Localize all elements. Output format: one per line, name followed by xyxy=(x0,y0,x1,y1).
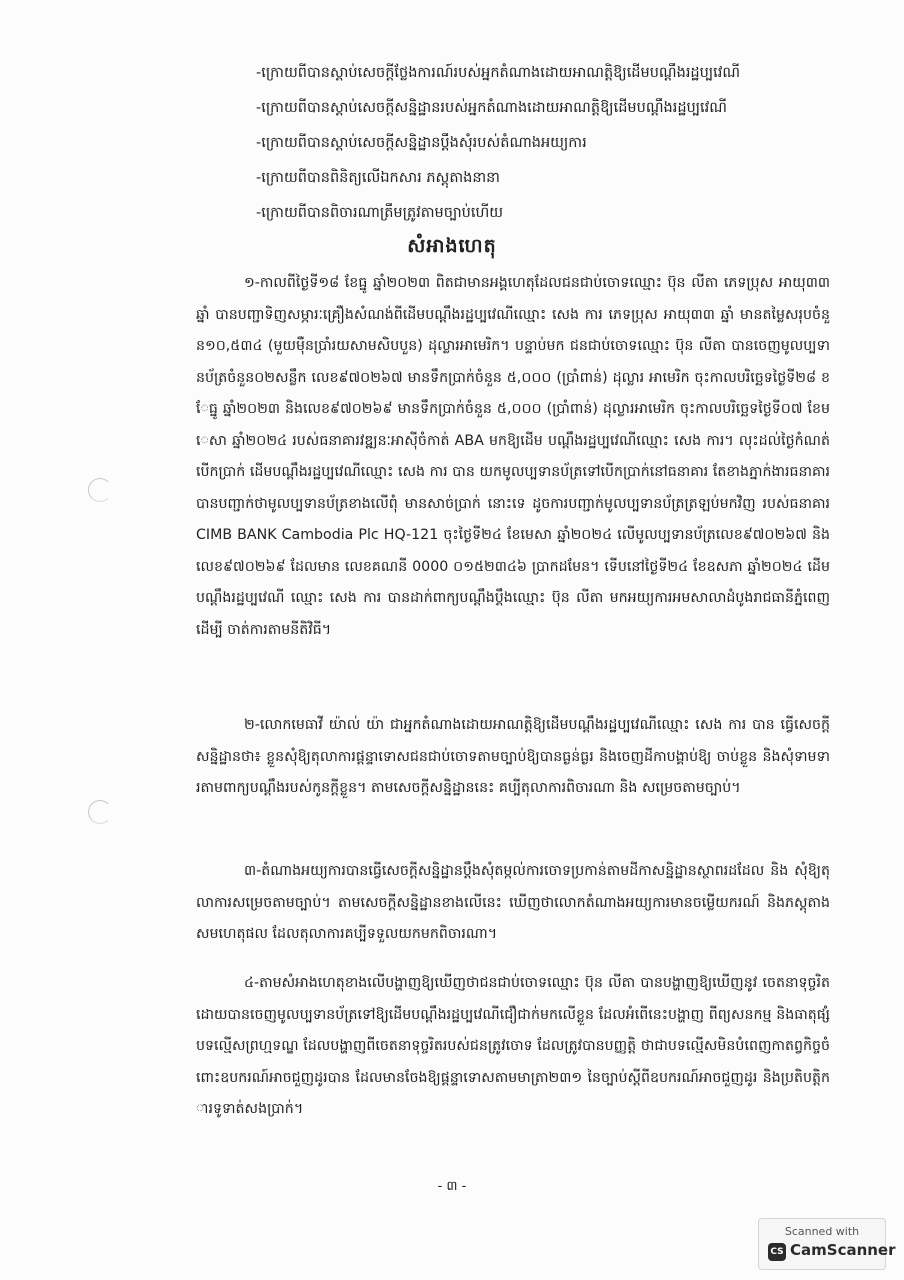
page-number: - ៣ - xyxy=(437,1179,467,1194)
paragraph-2: ២-លោកមេធាវី យ៉ាល់ យ៉ា ជាអ្នកតំណាងដោយអាណត្តិឱ្យដើមបណ្ដឹងរដ្ឋប្បវេណីឈ្មោះ សេង ការ បាន ធ្វើសេចក្ដីសន្និដ្ឋានថា៖ ខ្លួនសុំឱ្យតុលាការផ្ដន្ទាទោសជនជាប់ចោទតាមច្បាប់ឱ្យបានធ្ងន់ធ្ងរ និងចេញដីកាបង្គាប់ឱ្យ ចាប់ខ្លួន និងសុំទាមទារតាមពាក្យបណ្ដឹងរបស់កូនក្ដីខ្លួន។ តាមសេចក្ដីសន្និដ្ឋាននេះ គប្បីតុលាការពិចារណា និង សម្រេចតាមច្បាប់។ xyxy=(196,717,830,796)
section-heading: សំអាងហេតុ xyxy=(407,235,497,257)
camscanner-logo-icon: CS xyxy=(768,1243,786,1261)
paragraph-3: ៣-តំណាងអយ្យការបានធ្វើសេចក្ដីសន្និដ្ឋានប្ដឹងសុំតម្កល់ការចោទប្រកាន់តាមដីកាសន្និដ្ឋានស្ថាពរដដែល និង សុំឱ្យតុលាការសម្រេចតាមច្បាប់។ តាមសេចក្ដីសន្និដ្ឋានខាងលើនេះ ឃើញថាលោកតំណាងអយ្យការមានចម្លើយករណ៍ និងភស្ដុតាងសមហេតុផល ដែលតុលាការគប្បីទទួលយកមកពិចារណា។ xyxy=(196,863,830,942)
scanned-with-caption: Scanned with xyxy=(784,1225,860,1238)
intro-line-5: -ក្រោយពីបានពិចារណាត្រឹមត្រូវតាមច្បាប់ហើយ xyxy=(256,205,504,221)
intro-line-1: -ក្រោយពីបានស្ដាប់សេចក្ដីថ្លែងការណ៍របស់អ្នកតំណាងដោយអាណត្តិឱ្យដើមបណ្ដឹងរដ្ឋប្បវេណី xyxy=(256,65,741,81)
camscanner-name: CamScanner xyxy=(790,1241,896,1259)
intro-line-2: -ក្រោយពីបានស្ដាប់សេចក្ដីសន្និដ្ឋានរបស់អ្នកតំណាងដោយអាណត្តិឱ្យដើមបណ្ដឹងរដ្ឋប្បវេណី xyxy=(256,100,727,116)
punch-hole-bottom xyxy=(88,800,112,824)
intro-line-4: -ក្រោយពីបានពិនិត្យលើឯកសារ ភស្ដុតាងនានា xyxy=(256,170,500,186)
paragraph-1: ១-កាលពីថ្ងៃទី១៨ ខែធ្នូ ឆ្នាំ២០២៣ ពិតជាមានអង្គហេតុដែលជនជាប់ចោទឈ្មោះ ប៊ុន លីតា ភេទប្រុស អាយុ៣៣ឆ្នាំ បានបញ្ជាទិញសម្ភារៈគ្រឿងសំណង់ពីដើមបណ្ដឹងរដ្ឋប្បវេណីឈ្មោះ សេង ការ ភេទប្រុស អាយុ៣៣ ឆ្នាំ មានតម្លៃសរុបចំនួន១០,៥៣៤ (មួយម៉ឺនប្រាំរយសាមសិបបួន) ដុល្លារអាមេរិក។ បន្ទាប់មក ជនជាប់ចោទឈ្មោះ ប៊ុន លីតា បានចេញមូលប្បទានប័ត្រចំនួន០២សន្លឹក លេខ៩៧០២៦៧ មានទឹកប្រាក់ចំនួន ៥,០០០ (ប្រាំពាន់) ដុល្លារ អាមេរិក ចុះកាលបរិច្ឆេទថ្ងៃទី២៨ ខែធ្នូ ឆ្នាំ២០២៣ និងលេខ៩៧០២៦៩ មានទឹកប្រាក់ចំនួន ៥,០០០ (ប្រាំពាន់) ដុល្លារអាមេរិក ចុះកាលបរិច្ឆេទថ្ងៃទី០៧ ខែមេសា ឆ្នាំ២០២៤ របស់ធនាគារវឌ្ឍនៈអាស៊ីចំកាត់ ABA មកឱ្យដើម បណ្ដឹងរដ្ឋប្បវេណីឈ្មោះ សេង ការ។ លុះដល់ថ្ងៃកំណត់បើកប្រាក់ ដើមបណ្ដឹងរដ្ឋប្បវេណីឈ្មោះ សេង ការ បាន យកមូលប្បទានប័ត្រទៅបើកប្រាក់នៅធនាគារ តែខាងភ្នាក់ងារធនាគារបានបញ្ជាក់ថាមូលប្បទានប័ត្រខាងលើពុំ មានសាច់ប្រាក់ នោះទេ ដូចការបញ្ជាក់មូលប្បទានប័ត្រត្រឡប់មកវិញ របស់ធនាគារ CIMB BANK Cambodia Plc HQ-121 ចុះថ្ងៃទី២៤ ខែមេសា ឆ្នាំ២០២៤ លើមូលប្បទានប័ត្រលេខ៩៧០២៦៧ និងលេខ៩៧០២៦៩ ដែលមាន លេខគណនី 0000 ០១៥២៣៤៦ ប្រាកដមែន។ ទើបនៅថ្ងៃទី២៤ ខែឧសភា ឆ្នាំ២០២៤ ដើមបណ្ដឹងរដ្ឋប្បវេណី ឈ្មោះ សេង ការ បានដាក់ពាក្យបណ្ដឹងប្ដឹងឈ្មោះ ប៊ុន លីតា មកអយ្យការអមសាលាដំបូងរាជធានីភ្នំពេញ ដើម្បី ចាត់ការតាមនីតិវិធី។ xyxy=(196,275,831,638)
punch-hole-top xyxy=(88,478,112,502)
intro-line-3: -ក្រោយពីបានស្ដាប់សេចក្ដីសន្និដ្ឋានប្ដឹងសុំរបស់តំណាងអយ្យការ xyxy=(256,135,587,151)
camscanner-watermark xyxy=(758,1218,896,1270)
paragraph-4: ៤-តាមសំអាងហេតុខាងលើបង្ហាញឱ្យឃើញថាជនជាប់ចោទឈ្មោះ ប៊ុន លីតា បានបង្ហាញឱ្យឃើញនូវ ចេតនាទុច្ចរិត ដោយបានចេញមូលប្បទានប័ត្រទៅឱ្យដើមបណ្ដឹងរដ្ឋប្បវេណីជឿជាក់មកលើខ្លួន ដែលអំពើនេះបង្ហាញ ពីព្យសនកម្ម និងធាតុផ្សំបទល្មើសព្រហ្មទណ្ឌ ដែលបង្ហាញពីចេតនាទុច្ចរិតរបស់ជនត្រូវចោទ ដែលត្រូវបានបញ្ញត្តិ ថាជាបទល្មើសមិនបំពេញកាតព្វកិច្ចចំពោះឧបករណ៍អាចជួញដូរបាន ដែលមានចែងឱ្យផ្ដន្ទាទោសតាមមាត្រា២៣១ នៃច្បាប់ស្ដីពីឧបករណ៍អាចជួញដូរ និងប្រតិបត្តិការទូទាត់សងប្រាក់។ xyxy=(196,975,830,1117)
